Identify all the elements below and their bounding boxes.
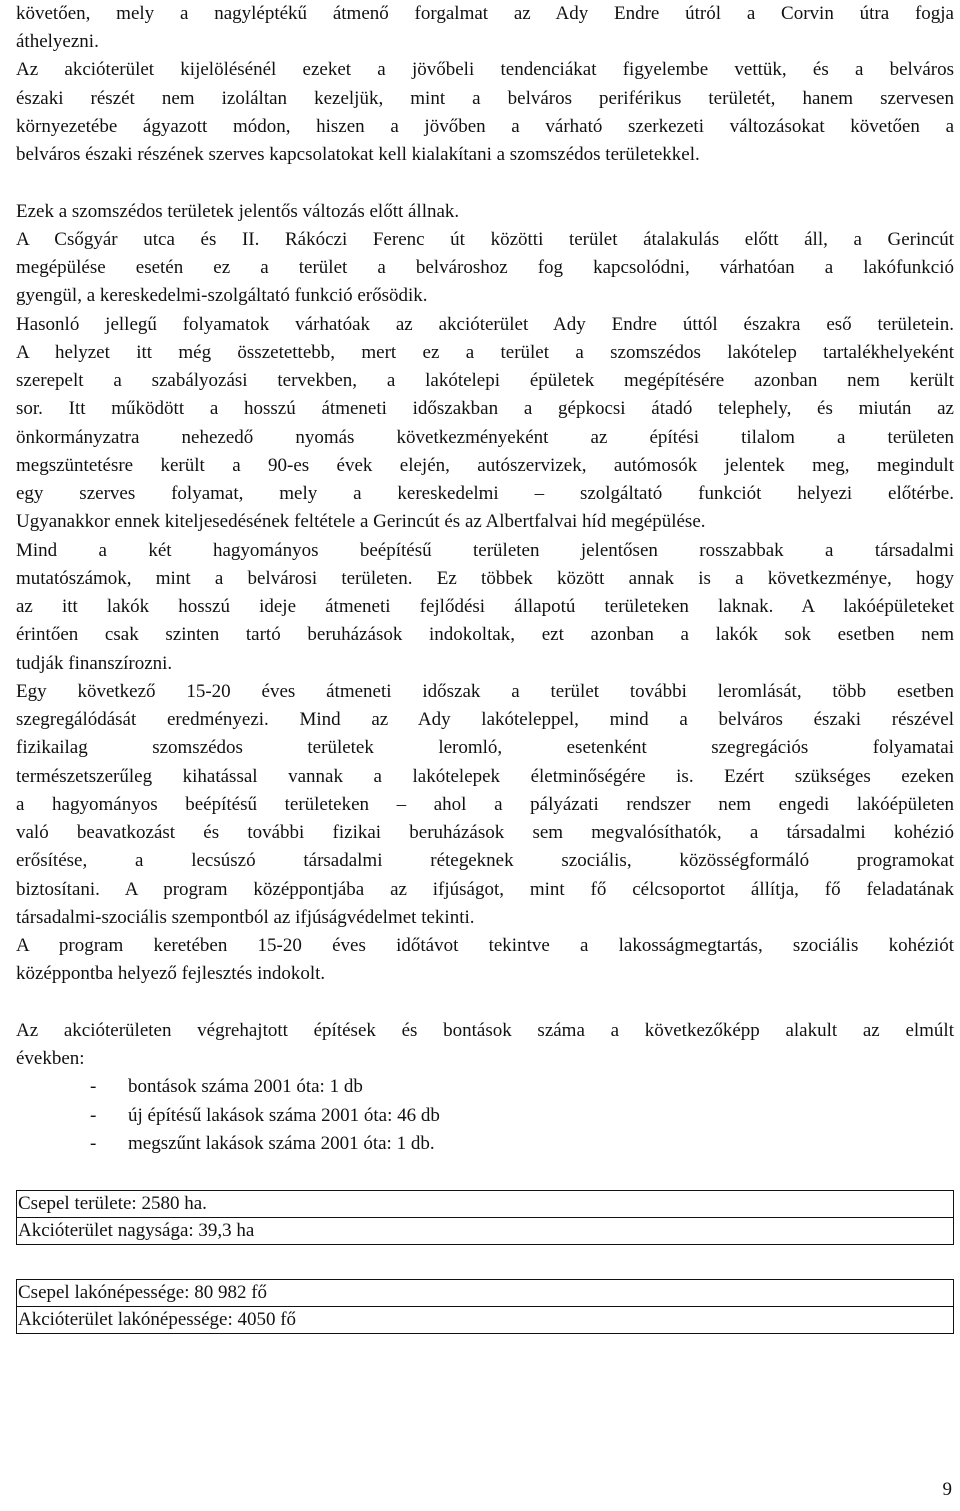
text-line: A program keretében 15-20 éves időtávot tekintve a lakosságmegtartás, szociális kohéziót bbox=[16, 935, 954, 956]
text-line: A Csőgyár utca és II. Rákóczi Ferenc út közötti terület átalakulás előtt áll, a Gerincút bbox=[16, 229, 954, 250]
list-item-text: új építésű lakások száma 2001 óta: 46 db bbox=[128, 1105, 440, 1126]
text-line: Ugyanakkor ennek kiteljesedésének feltétele a Gerincút és az Albertfalvai híd megépülése. bbox=[16, 511, 706, 532]
text-line: szerepelt a szabályozási tervekben, a lakótelepi épületek megépítésére azonban nem került bbox=[16, 370, 954, 391]
box-row: Akcióterület nagysága: 39,3 ha bbox=[17, 1217, 953, 1244]
text-line: társadalmi-szociális szempontból az ifjúságvédelmet tekinti. bbox=[16, 907, 475, 928]
text-line: sor. Itt működött a hosszú átmeneti időszakban a gépkocsi átadó telephely, és miután az bbox=[16, 398, 954, 419]
text-line: megépülése esetén ez a terület a belvároshoz fog kapcsolódni, várhatóan a lakófunkció bbox=[16, 257, 954, 278]
text-line: Mind a két hagyományos beépítésű területen jelentősen rosszabbak a társadalmi bbox=[16, 540, 954, 561]
text-line: környezetébe ágyazott módon, hiszen a jövőben a várható szerkezeti változásokat követően a bbox=[16, 116, 954, 137]
list-dash: - bbox=[90, 1076, 97, 1097]
text-line: tudják finanszírozni. bbox=[16, 653, 173, 674]
text-line: erősítése, a lecsúszó társadalmi rétegeknek szociális, közösségformáló programokat bbox=[16, 850, 954, 871]
text-line: fizikailag szomszédos területek leromló, esetenként szegregációs folyamatai bbox=[16, 737, 954, 758]
text-line: biztosítani. A program középpontjába az ifjúságot, mint fő célcsoportot állítja, fő feladatának bbox=[16, 879, 954, 900]
text-line: mutatószámok, mint a belvárosi területen. Ez többek között annak is a következménye, hogy bbox=[16, 568, 954, 589]
text-line: az itt lakók hosszú ideje átmeneti fejlődési állapotú területeken laknak. A lakóépületeket bbox=[16, 596, 954, 617]
text-line: érintően csak szinten tartó beruházások indokoltak, ezt azonban a lakók sok esetben nem bbox=[16, 624, 954, 645]
list-item bbox=[90, 1075, 363, 1099]
list-dash: - bbox=[90, 1133, 97, 1154]
text-line: önkormányzatra nehezedő nyomás következményeként az építési tilalom a területen bbox=[16, 427, 954, 448]
text-line: Hasonló jellegű folyamatok várhatóak az akcióterület Ady Endre úttól északra eső területein. bbox=[16, 314, 954, 335]
text-line: Egy következő 15-20 éves átmeneti időszak a terület további leromlását, több esetben bbox=[16, 681, 954, 702]
text-line: való beavatkozást és további fizikai beruházások sem megvalósíthatók, a társadalmi kohézió bbox=[16, 822, 954, 843]
text-line: szegregálódását eredményezi. Mind az Ady lakóteleppel, mind a belváros északi részével bbox=[16, 709, 954, 730]
text-line: a hagyományos beépítésű területeken – ahol a pályázati rendszer nem engedi lakóépületen bbox=[16, 794, 954, 815]
population-info-box bbox=[16, 1279, 954, 1334]
box-row: Csepel területe: 2580 ha. bbox=[18, 1193, 207, 1214]
text-line: A helyzet itt még összetettebb, mert ez a terület a szomszédos lakótelep tartalékhelyeként bbox=[16, 342, 954, 363]
text-line: áthelyezni. bbox=[16, 31, 99, 52]
text-line: egy szerves folyamat, mely a kereskedelmi – szolgáltató funkciót helyezi előtérbe. bbox=[16, 483, 954, 504]
area-info-box bbox=[16, 1190, 954, 1245]
text-line: Az akcióterületen végrehajtott építések és bontások száma a következőképp alakult az elmúlt bbox=[16, 1020, 954, 1041]
page-number: 9 bbox=[942, 1479, 952, 1500]
text-line: években: bbox=[16, 1048, 85, 1069]
text-line: belváros északi részének szerves kapcsolatokat kell kialakítani a szomszédos területekkel. bbox=[16, 144, 700, 165]
text-line: természetszerűleg kihatással vannak a lakótelepek életminőségére is. Ezért szükséges ezeken bbox=[16, 766, 954, 787]
text-line: Ezek a szomszédos területek jelentős változás előtt állnak. bbox=[16, 201, 460, 222]
list-dash: - bbox=[90, 1105, 97, 1126]
list-item bbox=[90, 1132, 435, 1156]
text-line: Az akcióterület kijelölésénél ezeket a jövőbeli tendenciákat figyelembe vettük, és a belváros bbox=[16, 59, 954, 80]
box-row: Csepel lakónépessége: 80 982 fő bbox=[18, 1282, 268, 1303]
list-item-text: megszűnt lakások száma 2001 óta: 1 db. bbox=[128, 1133, 435, 1154]
text-line: megszüntetésre került a 90-es évek elején, autószervizek, autómosók jelentek meg, megindult bbox=[16, 455, 954, 476]
list-item bbox=[90, 1104, 440, 1128]
text-line: északi részét nem izoláltan kezeljük, mint a belváros periférikus területét, hanem szervesen bbox=[16, 88, 954, 109]
text-line: gyengül, a kereskedelmi-szolgáltató funkció erősödik. bbox=[16, 285, 428, 306]
text-line: követően, mely a nagyléptékű átmenő forgalmat az Ady Endre útról a Corvin útra fogja bbox=[16, 3, 954, 24]
text-line: középpontba helyező fejlesztés indokolt. bbox=[16, 963, 326, 984]
list-item-text: bontások száma 2001 óta: 1 db bbox=[128, 1076, 363, 1097]
box-row: Akcióterület lakónépessége: 4050 fő bbox=[17, 1306, 953, 1333]
